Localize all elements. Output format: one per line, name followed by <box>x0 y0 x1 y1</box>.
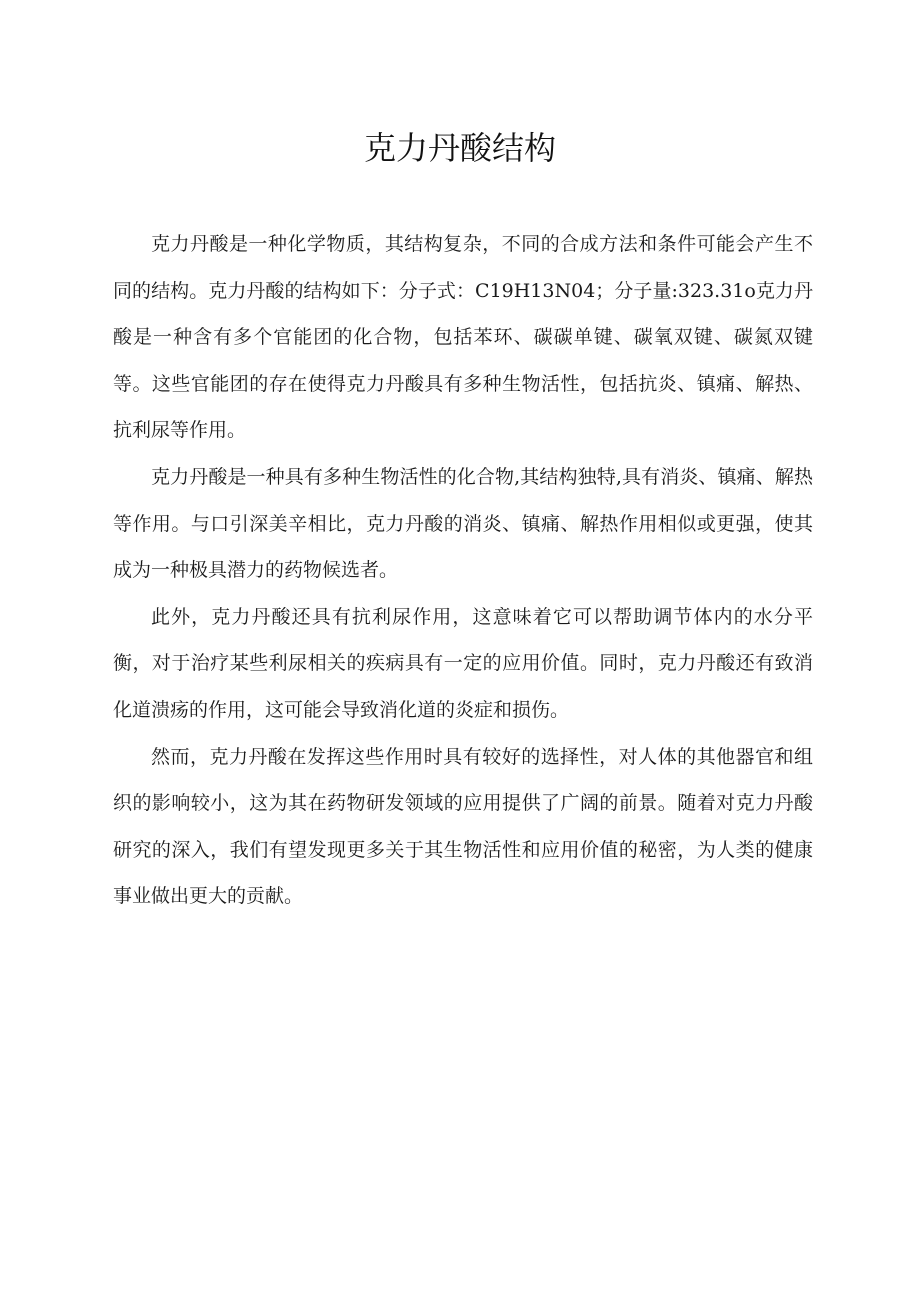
paragraph-1: 克力丹酸是一种化学物质，其结构复杂，不同的合成方法和条件可能会产生不同的结构。克力丹酸的结构如下：分子式：C19H13N04；分子量:323.31o克力丹酸是一种含有多个官能团的化合物，包括苯环、碳碳单键、碳氧双键、碳氮双键等。这些官能团的存在使得克力丹酸具有多种生物活性，包括抗炎、镇痛、解热、抗利尿等作用。 <box>113 233 813 442</box>
page-title: 克力丹酸结构 <box>363 129 556 167</box>
paragraph-4: 然而，克力丹酸在发挥这些作用时具有较好的选择性，对人体的其他器官和组织的影响较小，这为其在药物研发领域的应用提供了广阔的前景。随着对克力丹酸研究的深入，我们有望发现更多关于其生物活性和应用价值的秘密，为人类的健康事业做出更大的贡献。 <box>113 745 813 908</box>
paragraph-2: 克力丹酸是一种具有多种生物活性的化合物,其结构独特,具有消炎、镇痛、解热等作用。与口引深美辛相比，克力丹酸的消炎、镇痛、解热作用相似或更强，使其成为一种极具潜力的药物候选者。 <box>113 465 813 582</box>
paragraph-3: 此外，克力丹酸还具有抗利尿作用，这意味着它可以帮助调节体内的水分平衡，对于治疗某些利尿相关的疾病具有一定的应用价值。同时，克力丹酸还有致消化道溃疡的作用，这可能会导致消化道的炎症和损伤。 <box>113 605 813 721</box>
document-body <box>113 221 813 920</box>
